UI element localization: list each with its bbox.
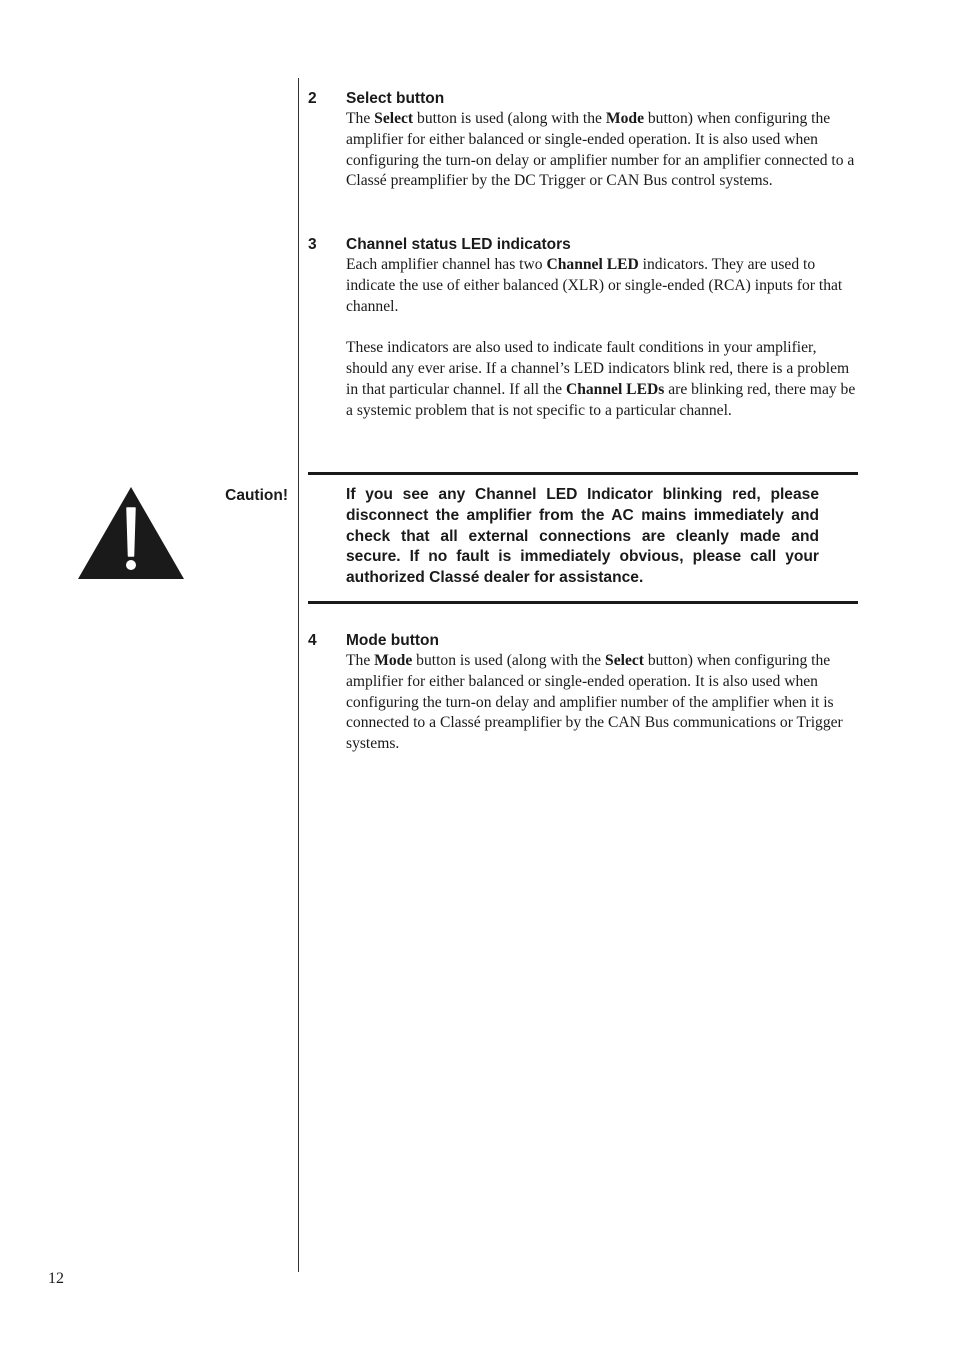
text-run: Each amplifier channel has two	[346, 256, 547, 273]
caution-bottom-rule	[308, 601, 858, 604]
item-title: Select button	[346, 90, 445, 107]
item-channel-status-led	[308, 234, 860, 421]
emphasized-term: Channel LEDs	[565, 380, 665, 398]
text-run: These indicators are also used to indicate fault conditions in your amplifier, should any ever arise. If a channel’s LED indicators blink red, there is a problem in that particular channel. If all the	[346, 339, 850, 398]
text-run: button is used (along with the	[412, 652, 606, 669]
caution-text: If you see any Channel LED Indicator blinking red, please disconnect the amplifier from the AC mains immediately and check that all external connections are cleanly made and secure. If no fault is immediately obvious, please call your authorized Classé dealer for assistance.	[346, 486, 819, 587]
warning-triangle-icon	[77, 486, 185, 580]
emphasized-term: Mode	[605, 110, 644, 127]
text-run: The	[346, 110, 375, 127]
text-run: The	[346, 652, 375, 669]
text-run: are blinking red, there may be a systemic problem that is not specific to a particular channel.	[346, 380, 856, 419]
item-number: 4	[308, 632, 317, 649]
item-body	[308, 651, 860, 755]
item-number: 2	[308, 90, 317, 107]
column-divider	[298, 78, 299, 1272]
item-title: Channel status LED indicators	[346, 236, 571, 253]
body-paragraph	[346, 651, 860, 755]
item-body	[308, 109, 860, 192]
text-run: indicators. They are used to indicate the use of either balanced (XLR) or single-ended (RCA) inputs for that channel.	[346, 256, 843, 315]
item-select-button	[308, 88, 860, 192]
paragraph-gap	[308, 317, 860, 338]
emphasized-term: Mode	[374, 652, 413, 669]
item-mode-button	[308, 630, 860, 755]
item-title: Mode button	[346, 632, 439, 649]
emphasized-term: Select	[605, 652, 644, 669]
emphasized-term: Select	[374, 110, 414, 127]
item-number: 3	[308, 236, 317, 253]
caution-top-rule	[308, 472, 858, 475]
emphasized-term: Channel LED	[546, 256, 639, 273]
body-paragraph	[346, 338, 860, 421]
body-paragraph	[346, 109, 860, 192]
body-paragraph	[346, 255, 860, 317]
item-body	[308, 255, 860, 421]
text-run: button) when configuring the amplifier for either balanced or single-ended operation. It is also used when configuring the turn-on delay or amplifier number for an amplifier connected to a Classé preamplifier by the DC Trigger or CAN Bus control systems.	[346, 110, 855, 190]
text-run: button is used (along with the	[413, 110, 606, 127]
text-run: button) when configuring the amplifier for either balanced or single-ended operation. It is also used when configuring the turn-on delay and amplifier number of the amplifier when it is connected to a Classé preamplifier by the CAN Bus communications or Trigger systems.	[346, 652, 843, 753]
page-number: 12	[48, 1270, 64, 1287]
caution-label: Caution!	[225, 487, 288, 504]
